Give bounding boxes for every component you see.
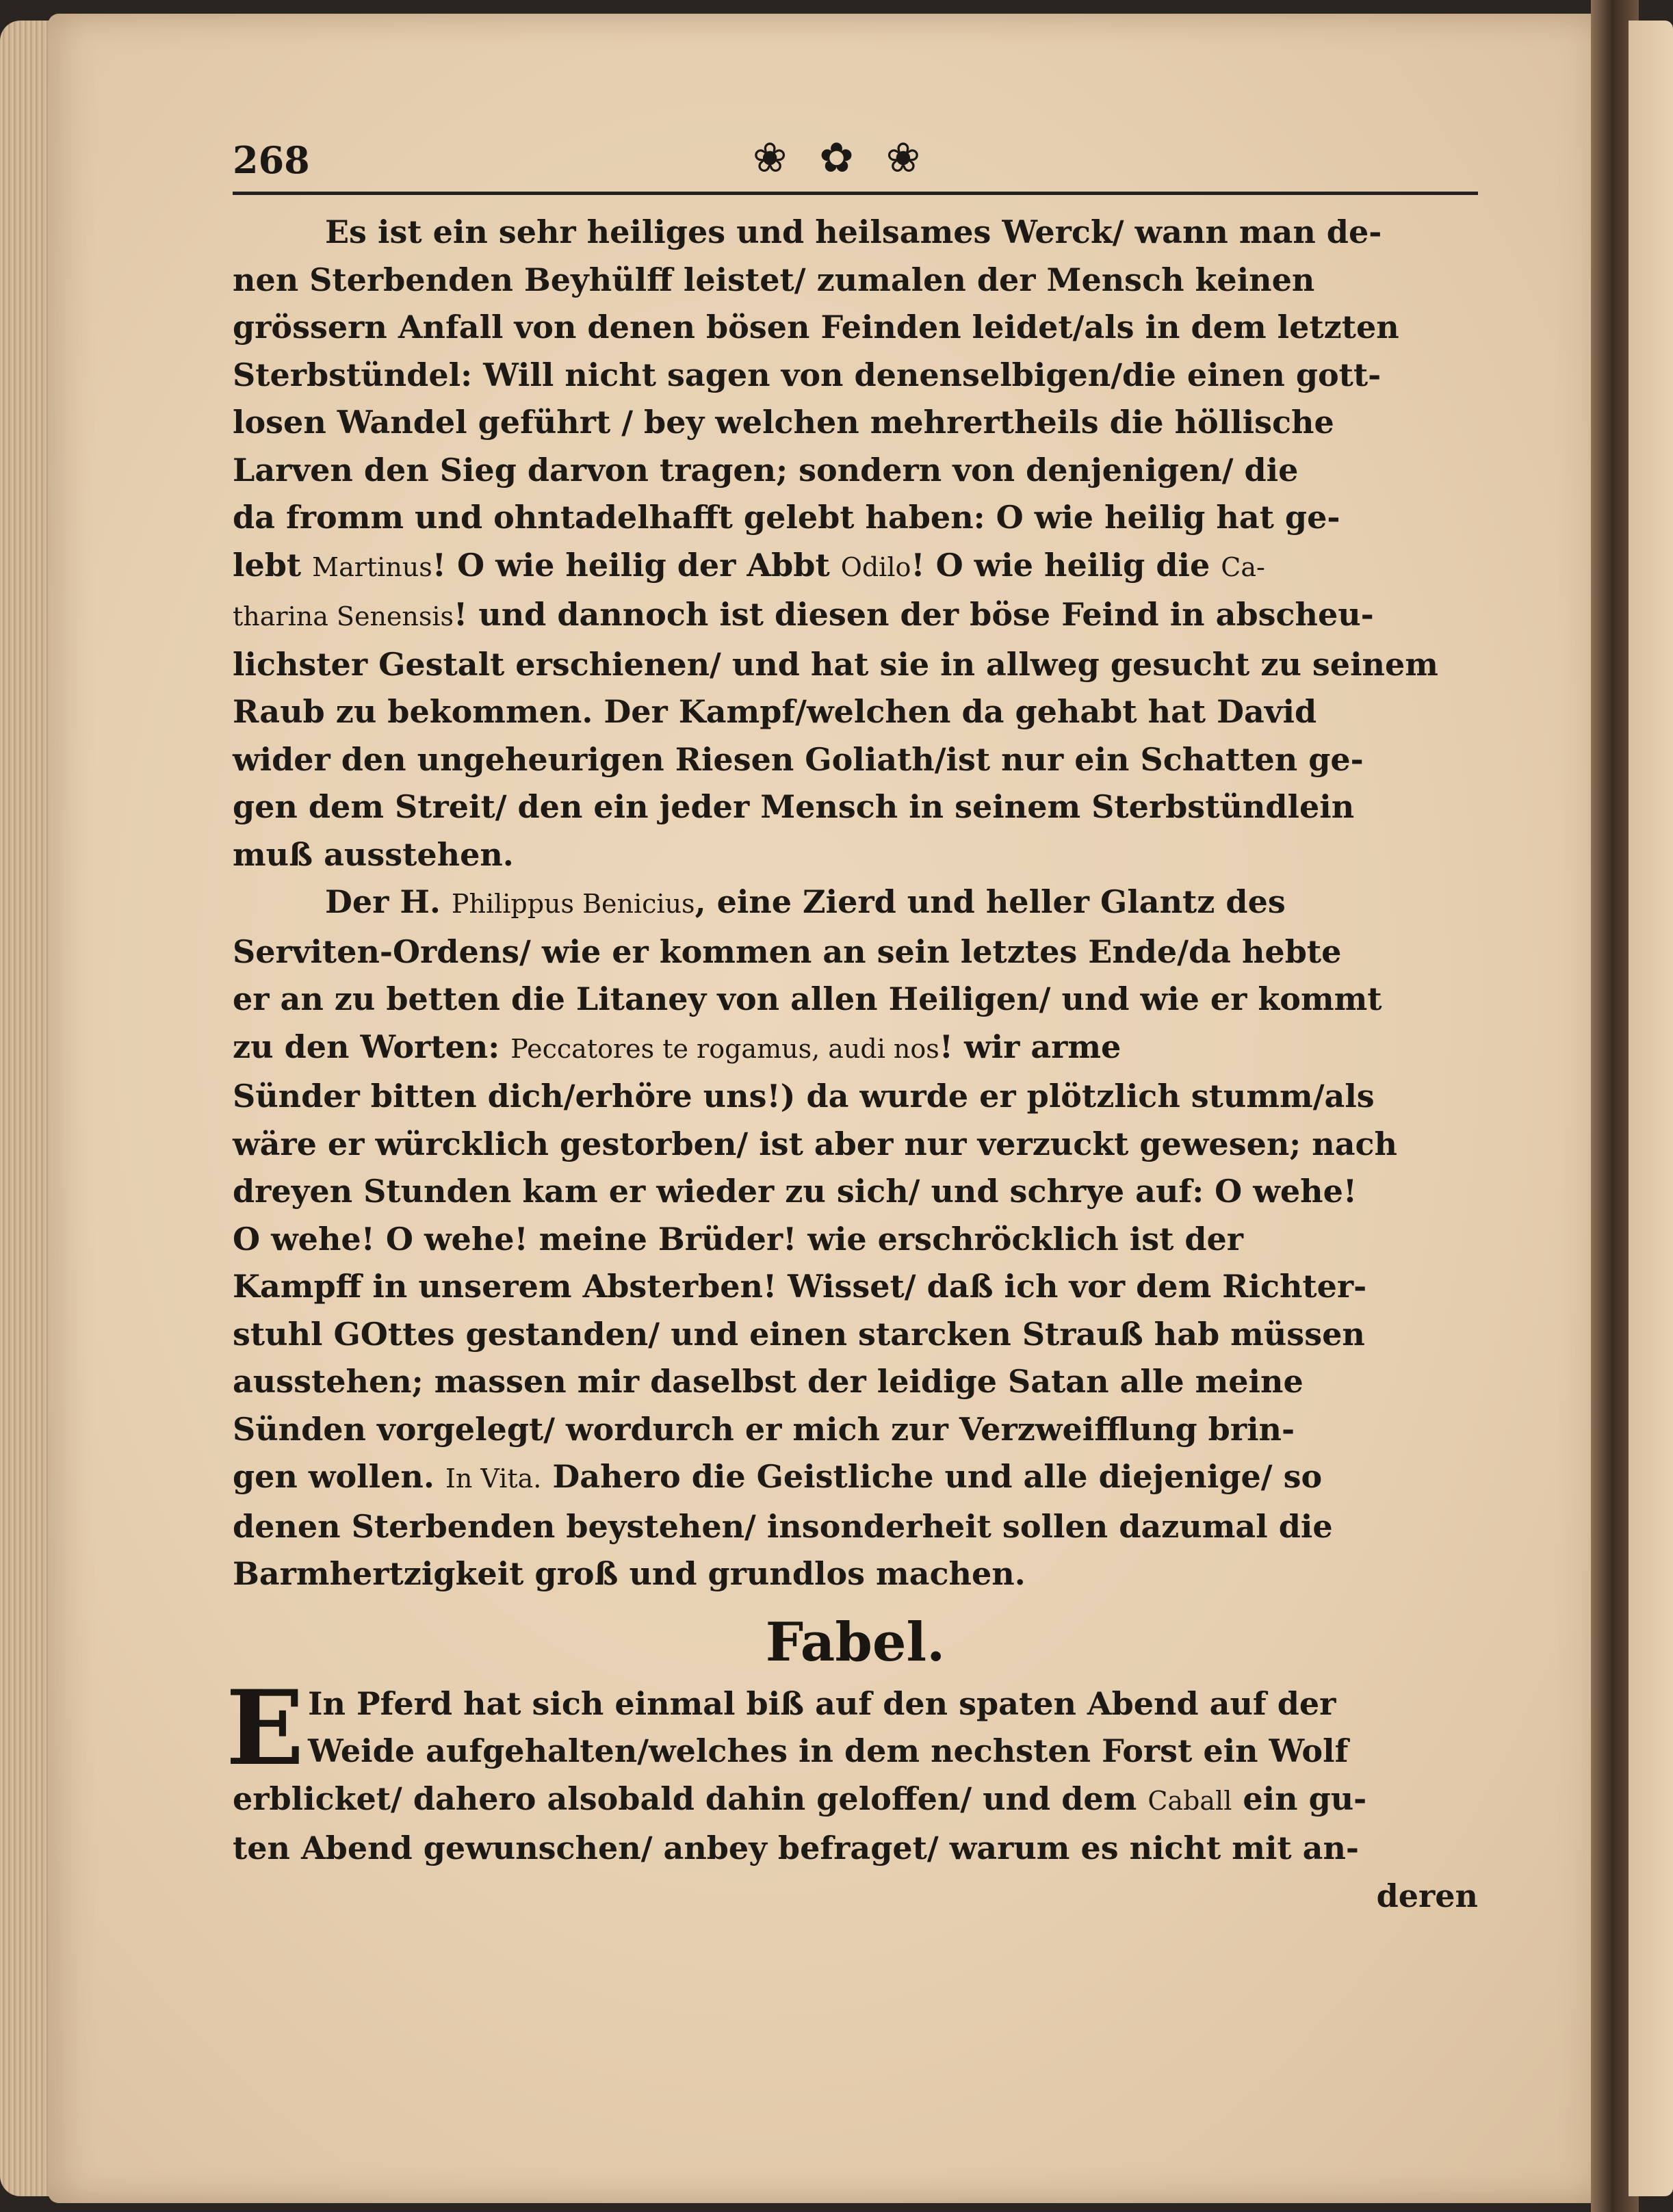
text-segment: Kampff in unserem Absterben! Wisset/ daß ich vor dem Richter- <box>233 1268 1367 1305</box>
latin-text: Martinus <box>312 551 432 582</box>
text-segment: er an zu betten die Litaney von allen Heiligen/ und wie er kommt <box>233 980 1382 1017</box>
text-line <box>233 1775 1478 1825</box>
text-segment: O wehe! O wehe! meine Brüder! wie erschröcklich ist der <box>233 1220 1244 1258</box>
header-ornament: ❀ ✿ ❀ <box>753 134 930 182</box>
text-segment: Serviten-Ordens/ wie er kommen an sein letztes Ende/da hebte <box>233 933 1342 970</box>
text-line <box>233 1550 1478 1598</box>
text-segment: In Pferd hat sich einmal biß auf den spaten Abend auf der <box>308 1684 1336 1722</box>
text-segment: lebt <box>233 546 313 584</box>
text-line <box>233 1728 1478 1775</box>
text-line <box>233 1168 1478 1216</box>
paragraph-2 <box>233 879 1478 1598</box>
text-segment: Barmhertzigkeit groß und grundlos machen. <box>233 1555 1026 1592</box>
text-line <box>233 831 1478 879</box>
page-header <box>233 130 1478 195</box>
text-segment: ten Abend gewunschen/ anbey befraget/ warum es nicht mit an- <box>233 1830 1360 1866</box>
text-line <box>233 1453 1478 1503</box>
fable-section <box>226 1667 1478 1921</box>
text-line <box>233 1680 1478 1728</box>
text-segment: ! wir arme <box>939 1028 1121 1065</box>
text-segment: Sterbstündel: Will nicht sagen von denenselbigen/die einen gott- <box>233 356 1382 393</box>
text-segment: ! O wie heilig die <box>911 546 1221 584</box>
text-line <box>233 542 1478 592</box>
text-line <box>233 1121 1478 1169</box>
text-segment: ! O wie heilig der Abbt <box>432 546 841 584</box>
text-line <box>233 399 1478 447</box>
text-segment: ein gu- <box>1232 1780 1367 1817</box>
text-line <box>233 494 1478 542</box>
text-segment: ausstehen; massen mir daselbst der leidige Satan alle meine <box>233 1363 1304 1400</box>
latin-text: Odilo <box>840 551 911 582</box>
text-line <box>233 976 1478 1024</box>
text-segment: Es ist ein sehr heiliges und heilsames Werck/ wann man de- <box>325 213 1382 250</box>
text-line <box>233 352 1478 400</box>
text-line <box>233 447 1478 495</box>
text-line <box>233 879 1478 928</box>
text-line <box>233 688 1478 736</box>
text-line <box>233 1311 1478 1359</box>
text-line <box>233 304 1478 352</box>
text-segment: Sünder bitten dich/erhöre uns!) da wurde er plötzlich stumm/als <box>233 1078 1375 1115</box>
text-segment: denen Sterbenden beystehen/ insonderheit sollen dazumal die <box>233 1507 1333 1545</box>
text-line <box>233 1825 1478 1873</box>
catchword: deren <box>1376 1877 1478 1914</box>
text-segment: lichster Gestalt erschienen/ und hat sie in allweg gesucht zu seinem <box>233 645 1438 683</box>
text-line <box>233 783 1478 831</box>
latin-text: In Vita. <box>445 1463 542 1494</box>
facing-page-edge <box>1629 21 1673 2196</box>
text-segment: ! und dannoch ist diesen der böse Feind in abscheu- <box>454 596 1374 633</box>
text-line <box>233 928 1478 976</box>
text-segment: wider den ungeheurigen Riesen Goliath/ist nur ein Schatten ge- <box>233 740 1364 778</box>
text-line <box>233 736 1478 784</box>
text-segment: wäre er würcklich gestorben/ ist aber nur verzuckt gewesen; nach <box>233 1125 1397 1162</box>
text-segment: Dahero die Geistliche und alle diejenige/ so <box>541 1458 1323 1495</box>
text-segment: gen wollen. <box>233 1458 445 1495</box>
text-segment: Weide aufgehalten/welches in dem nechsten Forst ein Wolf <box>308 1732 1349 1769</box>
text-segment: muß ausstehen. <box>233 835 514 873</box>
text-line <box>233 1406 1478 1454</box>
text-segment: da fromm und ohntadelhafft gelebt haben: O wie heilig hat ge- <box>233 499 1340 536</box>
text-segment: Larven den Sieg darvon tragen; sondern von denjenigen/ die <box>233 451 1299 489</box>
text-segment: losen Wandel geführt / bey welchen mehrertheils die höllische <box>233 404 1334 441</box>
text-line <box>233 257 1478 304</box>
text-line <box>233 1216 1478 1264</box>
paragraph-1 <box>233 209 1478 879</box>
text-line <box>233 1073 1478 1121</box>
text-line <box>233 1263 1478 1311</box>
text-segment: Raub zu bekommen. Der Kampf/welchen da gehabt hat David <box>233 693 1317 730</box>
page-content <box>226 130 1478 1920</box>
text-line <box>233 1024 1478 1074</box>
text-line <box>233 209 1478 257</box>
text-line <box>233 1358 1478 1406</box>
fable-title: Fabel. <box>765 1611 946 1674</box>
body-text <box>226 209 1478 1920</box>
latin-text: Caball <box>1147 1785 1232 1816</box>
latin-text: Ca- <box>1221 551 1265 582</box>
text-segment: Der H. <box>325 883 452 920</box>
latin-text: tharina Senensis <box>233 601 454 632</box>
drop-cap: E <box>226 1667 304 1788</box>
text-segment: grössern Anfall von denen bösen Feinden leidet/als in dem letzten <box>233 309 1399 346</box>
text-segment: , eine Zierd und heller Glantz des <box>695 883 1286 920</box>
text-line <box>233 641 1478 689</box>
text-segment: nen Sterbenden Beyhülff leistet/ zumalen der Mensch keinen <box>233 261 1315 298</box>
text-line <box>233 1503 1478 1551</box>
text-segment: gen dem Streit/ den ein jeder Mensch in seinem Sterbstündlein <box>233 788 1355 825</box>
latin-text: Peccatores te rogamus, audi nos <box>510 1033 939 1064</box>
text-segment: dreyen Stunden kam er wieder zu sich/ und schrye auf: O wehe! <box>233 1173 1358 1210</box>
text-segment: zu den Worten: <box>233 1028 511 1065</box>
latin-text: Philippus Benicius <box>451 889 695 919</box>
page-number: 268 <box>233 138 310 182</box>
text-line <box>233 591 1478 641</box>
text-segment: erblicket/ dahero alsobald dahin geloffen/ und dem <box>233 1780 1148 1817</box>
fable-text <box>233 1680 1478 1873</box>
text-segment: Sünden vorgelegt/ wordurch er mich zur Verzweifflung brin- <box>233 1410 1295 1448</box>
text-segment: stuhl GOttes gestanden/ und einen starcken Strauß hab müssen <box>233 1315 1365 1353</box>
